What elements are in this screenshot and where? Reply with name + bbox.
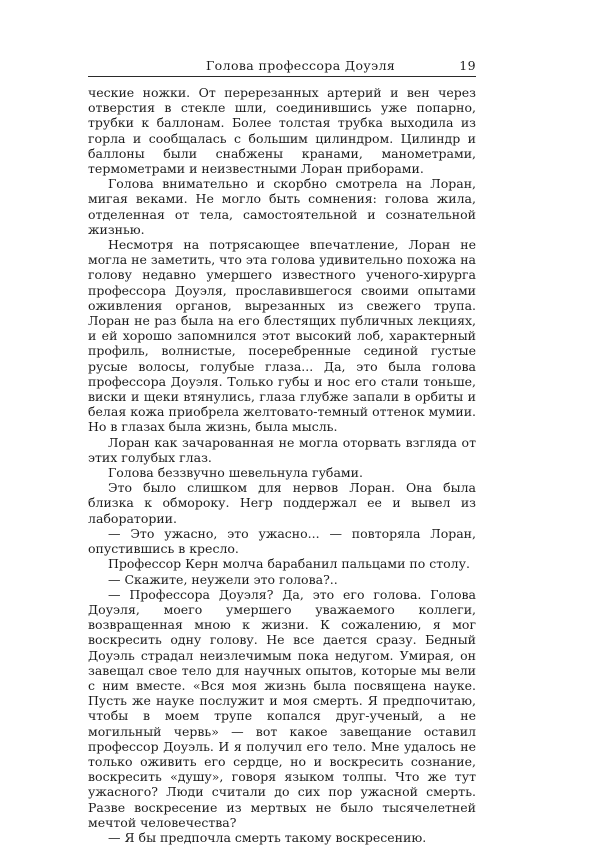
page-number: 19 bbox=[459, 58, 476, 73]
paragraph: Это было слишком для нервов Лоран. Она была близка к обмороку. Негр поддержал ее и вывел из лаборатории. bbox=[88, 480, 476, 526]
paragraph: ческие ножки. От перерезанных артерий и вен через отверстия в стекле шли, соединившись уже попарно, трубки к баллонам. Более толстая трубка выходила из горла и сообщалась с большим цилиндром. Цилиндр и баллоны были снабжены кранами, манометрами, термометрами и неизвестными Лоран приборами. bbox=[88, 85, 476, 177]
book-page bbox=[88, 56, 476, 845]
paragraph: — Я бы предпочла смерть такому воскресению. bbox=[108, 829, 427, 845]
running-title: Голова профессора Доуэля bbox=[206, 58, 396, 73]
paragraph: — Это ужасно, это ужасно... — повторяла Лоран, опустившись в кресло. bbox=[88, 525, 476, 557]
body-text bbox=[88, 85, 476, 845]
running-head bbox=[88, 56, 476, 77]
paragraph: Несмотря на потрясающее впечатление, Лоран не могла не заметить, что эта голова удивительно похожа на голову недавно умершего известного ученого-хирурга профессора Доуэля, прославившегося своими опытами оживления органов, вырезанных из свежего трупа. Лоран не раз была на его блестящих публичных лекциях, и ей хорошо запомнился этот высокий лоб, характерный профиль, волнистые, посеребренные сединой густые русые волосы, голубые глаза... Да, это была голова профессора Доуэля. Только губы и нос его стали тоньше, виски и щеки втянулись, глаза глубже запали в орбиты и белая кожа приобрела желтовато-темный оттенок мумии. Но в глазах была жизнь, была мысль. bbox=[88, 237, 476, 435]
paragraph: — Профессора Доуэля? Да, это его голова. Голова Доуэля, моего умершего уважаемого коллеги, возвращенная мною к жизни. К сожалению, я мог воскресить одну голову. Не все дается сразу. Бедный Доуэль страдал неизлечимым пока недугом. Умирая, он завещал свое тело для научных опытов, которые мы вели с ним вместе. «Вся моя жизнь была посвящена науке. Пусть же науке послужит и моя смерть. Я предпочитаю, чтобы в моем трупе копался друг-ученый, а не могильный червь» — вот какое завещание оставил профессор Доуэль. И я получил его тело. Мне удалось не только оживить его сердце, но и воскресить сознание, воскресить «душу», говоря языком толпы. Что же тут ужасного? Люди считали до сих пор ужасной смерть. Разве воскресение из мертвых не было тысячелетней мечтой человечества? bbox=[88, 586, 476, 830]
paragraph: Голова беззвучно шевельнула губами. bbox=[108, 465, 363, 481]
paragraph: Голова внимательно и скорбно смотрела на Лоран, мигая веками. Не могло быть сомнения: голова жила, отделенная от тела, самостоятельной и сознательной жизнью. bbox=[88, 176, 476, 237]
paragraph: — Скажите, неужели это голова?.. bbox=[108, 571, 338, 587]
paragraph: Профессор Керн молча барабанил пальцами по столу. bbox=[108, 556, 470, 572]
paragraph: Лоран как зачарованная не могла оторвать взгляда от этих голубых глаз. bbox=[88, 434, 476, 465]
